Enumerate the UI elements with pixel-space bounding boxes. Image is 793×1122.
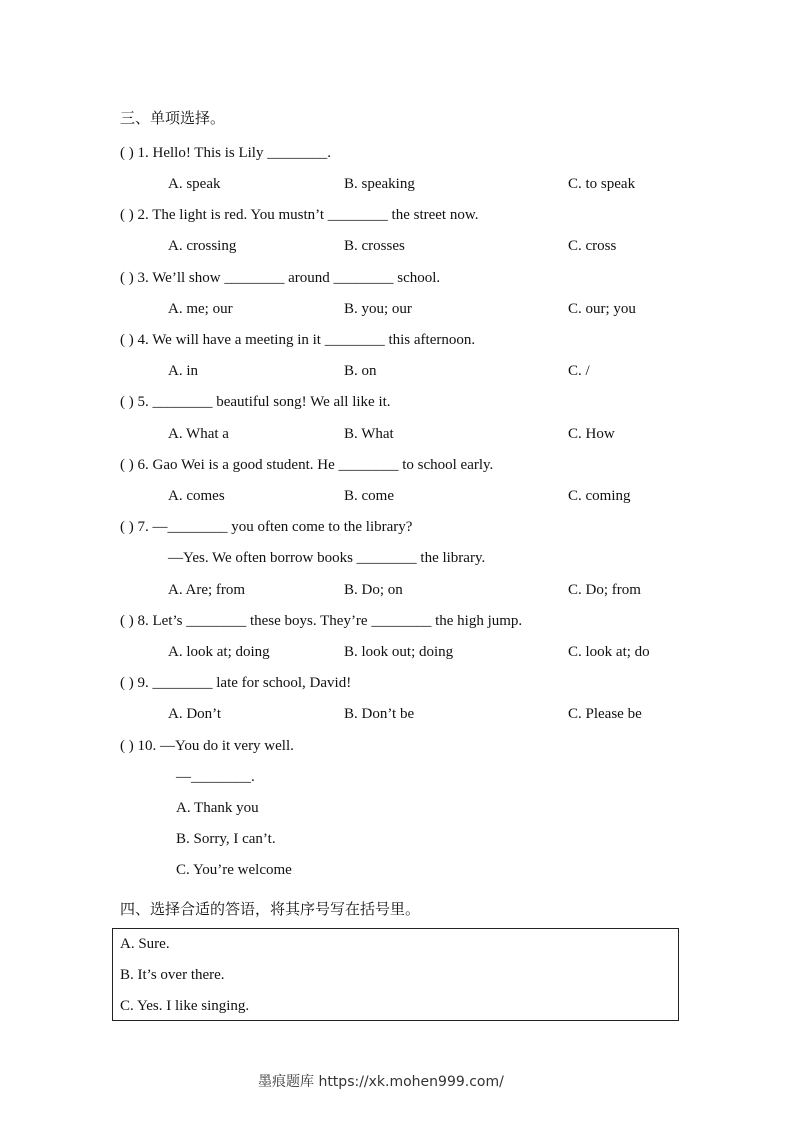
question-10-option-b: B. Sorry, I can’t.	[176, 831, 276, 847]
section-3-heading: 三、单项选择。	[120, 109, 226, 127]
question-9-option-b: B. Don’t be	[344, 706, 415, 722]
question-2-option-b: B. crosses	[344, 238, 405, 254]
question-3-option-b: B. you; our	[344, 301, 412, 317]
question-6-option-b: B. come	[344, 488, 394, 504]
question-1-option-a: A. speak	[168, 176, 221, 192]
question-4-stem: ( ) 4. We will have a meeting in it ________ this afternoon.	[120, 332, 476, 348]
question-2-option-a: A. crossing	[168, 238, 237, 254]
question-7-stem: ( ) 7. —________ you often come to the library?	[120, 519, 413, 535]
question-10-option-a: A. Thank you	[176, 800, 259, 816]
question-7-option-c: C. Do; from	[568, 582, 641, 598]
question-6-option-a: A. comes	[168, 488, 225, 504]
footer-watermark: 墨痕题库 https://xk.mohen999.com/	[258, 1074, 504, 1090]
question-8-option-b: B. look out; doing	[344, 644, 454, 660]
question-9-stem: ( ) 9. ________ late for school, David!	[120, 675, 352, 691]
section-4-heading: 四、选择合适的答语，将其序号写在括号里。	[120, 900, 421, 918]
answer-option-c: C. Yes. I like singing.	[120, 998, 250, 1014]
question-2-option-c: C. cross	[568, 238, 617, 254]
question-4-option-b: B. on	[344, 363, 377, 379]
question-5-stem: ( ) 5. ________ beautiful song! We all like it.	[120, 394, 391, 410]
question-3-option-a: A. me; our	[168, 301, 233, 317]
question-8-option-c: C. look at; do	[568, 644, 650, 660]
question-6-stem: ( ) 6. Gao Wei is a good student. He ________ to school early.	[120, 457, 494, 473]
question-8-option-a: A. look at; doing	[168, 644, 270, 660]
question-3-option-c: C. our; you	[568, 301, 636, 317]
question-4-option-a: A. in	[168, 363, 198, 379]
question-9-option-c: C. Please be	[568, 706, 642, 722]
answer-option-a: A. Sure.	[120, 936, 170, 952]
question-10-option-c: C. You’re welcome	[176, 862, 292, 878]
question-7-option-a: A. Are; from	[168, 582, 246, 598]
question-1-option-c: C. to speak	[568, 176, 636, 192]
question-7-option-b: B. Do; on	[344, 582, 403, 598]
question-6-option-c: C. coming	[568, 488, 631, 504]
question-3-stem: ( ) 3. We’ll show ________ around ________ school.	[120, 270, 441, 286]
question-5-option-b: B. What	[344, 426, 394, 442]
question-9-option-a: A. Don’t	[168, 706, 222, 722]
question-7-response-line: —Yes. We often borrow books ________ the library.	[168, 550, 486, 566]
answer-option-b: B. It’s over there.	[120, 967, 225, 983]
question-1-option-b: B. speaking	[344, 176, 415, 192]
question-10-response-line: —________.	[176, 769, 255, 785]
question-4-option-c: C. /	[568, 363, 590, 379]
question-5-option-c: C. How	[568, 426, 615, 442]
question-1-stem: ( ) 1. Hello! This is Lily ________.	[120, 145, 331, 161]
question-10-stem: ( ) 10. —You do it very well.	[120, 738, 294, 754]
question-2-stem: ( ) 2. The light is red. You mustn’t ________ the street now.	[120, 207, 479, 223]
question-8-stem: ( ) 8. Let’s ________ these boys. They’re ________ the high jump.	[120, 613, 523, 629]
question-5-option-a: A. What a	[168, 426, 229, 442]
